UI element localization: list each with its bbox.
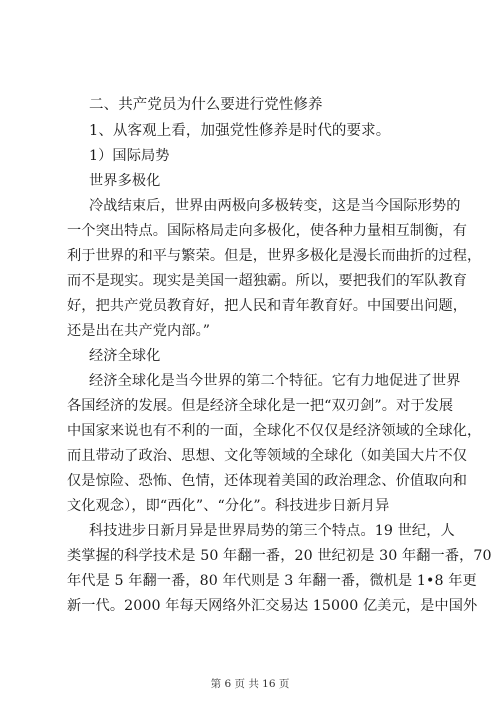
paragraph-line: 仅是惊险、恐怖、色情，还体现着美国的政治理念、价值取向和: [67, 473, 468, 489]
subheading-1: 1、从客观上看，加强党性修养是时代的要求。: [89, 123, 391, 139]
page-number-footer: 第 6 页 共 16 页: [210, 678, 290, 690]
paragraph-line: 类掌握的科学技术是 50 年翻一番，20 世纪初是 30 年翻一番，70: [67, 548, 492, 564]
section-heading: 二、共产党员为什么要进行党性修养: [89, 97, 323, 113]
topic-title-globalization: 经济全球化: [89, 348, 161, 364]
paragraph-line: 而且带动了政治、思想、文化等领域的全球化（如美国大片不仅: [67, 448, 468, 464]
paragraph-line: 利于世界的和平与繁荣。但是，世界多极化是漫长而曲折的过程，: [67, 248, 482, 264]
paragraph-line: 还是出在共产党内部。”: [67, 323, 211, 339]
paragraph-line: 中国家来说也有不利的一面，全球化不仅仅是经济领域的全球化，: [67, 423, 482, 439]
paragraph-line: 各国经济的发展。但是经济全球化是一把“双刃剑”。对于发展: [67, 398, 454, 414]
paragraph-line: 好，把共产党员教育好，把人民和青年教育好。中国要出问题，: [67, 298, 468, 314]
subheading-2: 1）国际局势: [89, 148, 170, 164]
paragraph-line: 一个突出特点。国际格局走向多极化，使各种力量相互制衡，有: [67, 223, 468, 239]
paragraph-line: 科技进步日新月异是世界局势的第三个特点。19 世纪，人: [89, 523, 455, 539]
paragraph-line: 年代是 5 年翻一番，80 年代则是 3 年翻一番，微机是 1•8 年更: [67, 573, 477, 589]
paragraph-line: 经济全球化是当今世界的第二个特征。它有力地促进了世界: [89, 373, 461, 389]
paragraph-line: 冷战结束后，世界由两极向多极转变，这是当今国际形势的: [89, 198, 461, 214]
paragraph-line: 文化观念），即“西化”、“分化”。科技进步日新月异: [67, 498, 390, 514]
paragraph-line: 新一代。2000 年每天网络外汇交易达 15000 亿美元，是中国外: [67, 598, 478, 614]
paragraph-line: 而不是现实。现实是美国一超独霸。所以，要把我们的军队教育: [67, 273, 468, 289]
topic-title-multipolar: 世界多极化: [89, 173, 161, 189]
